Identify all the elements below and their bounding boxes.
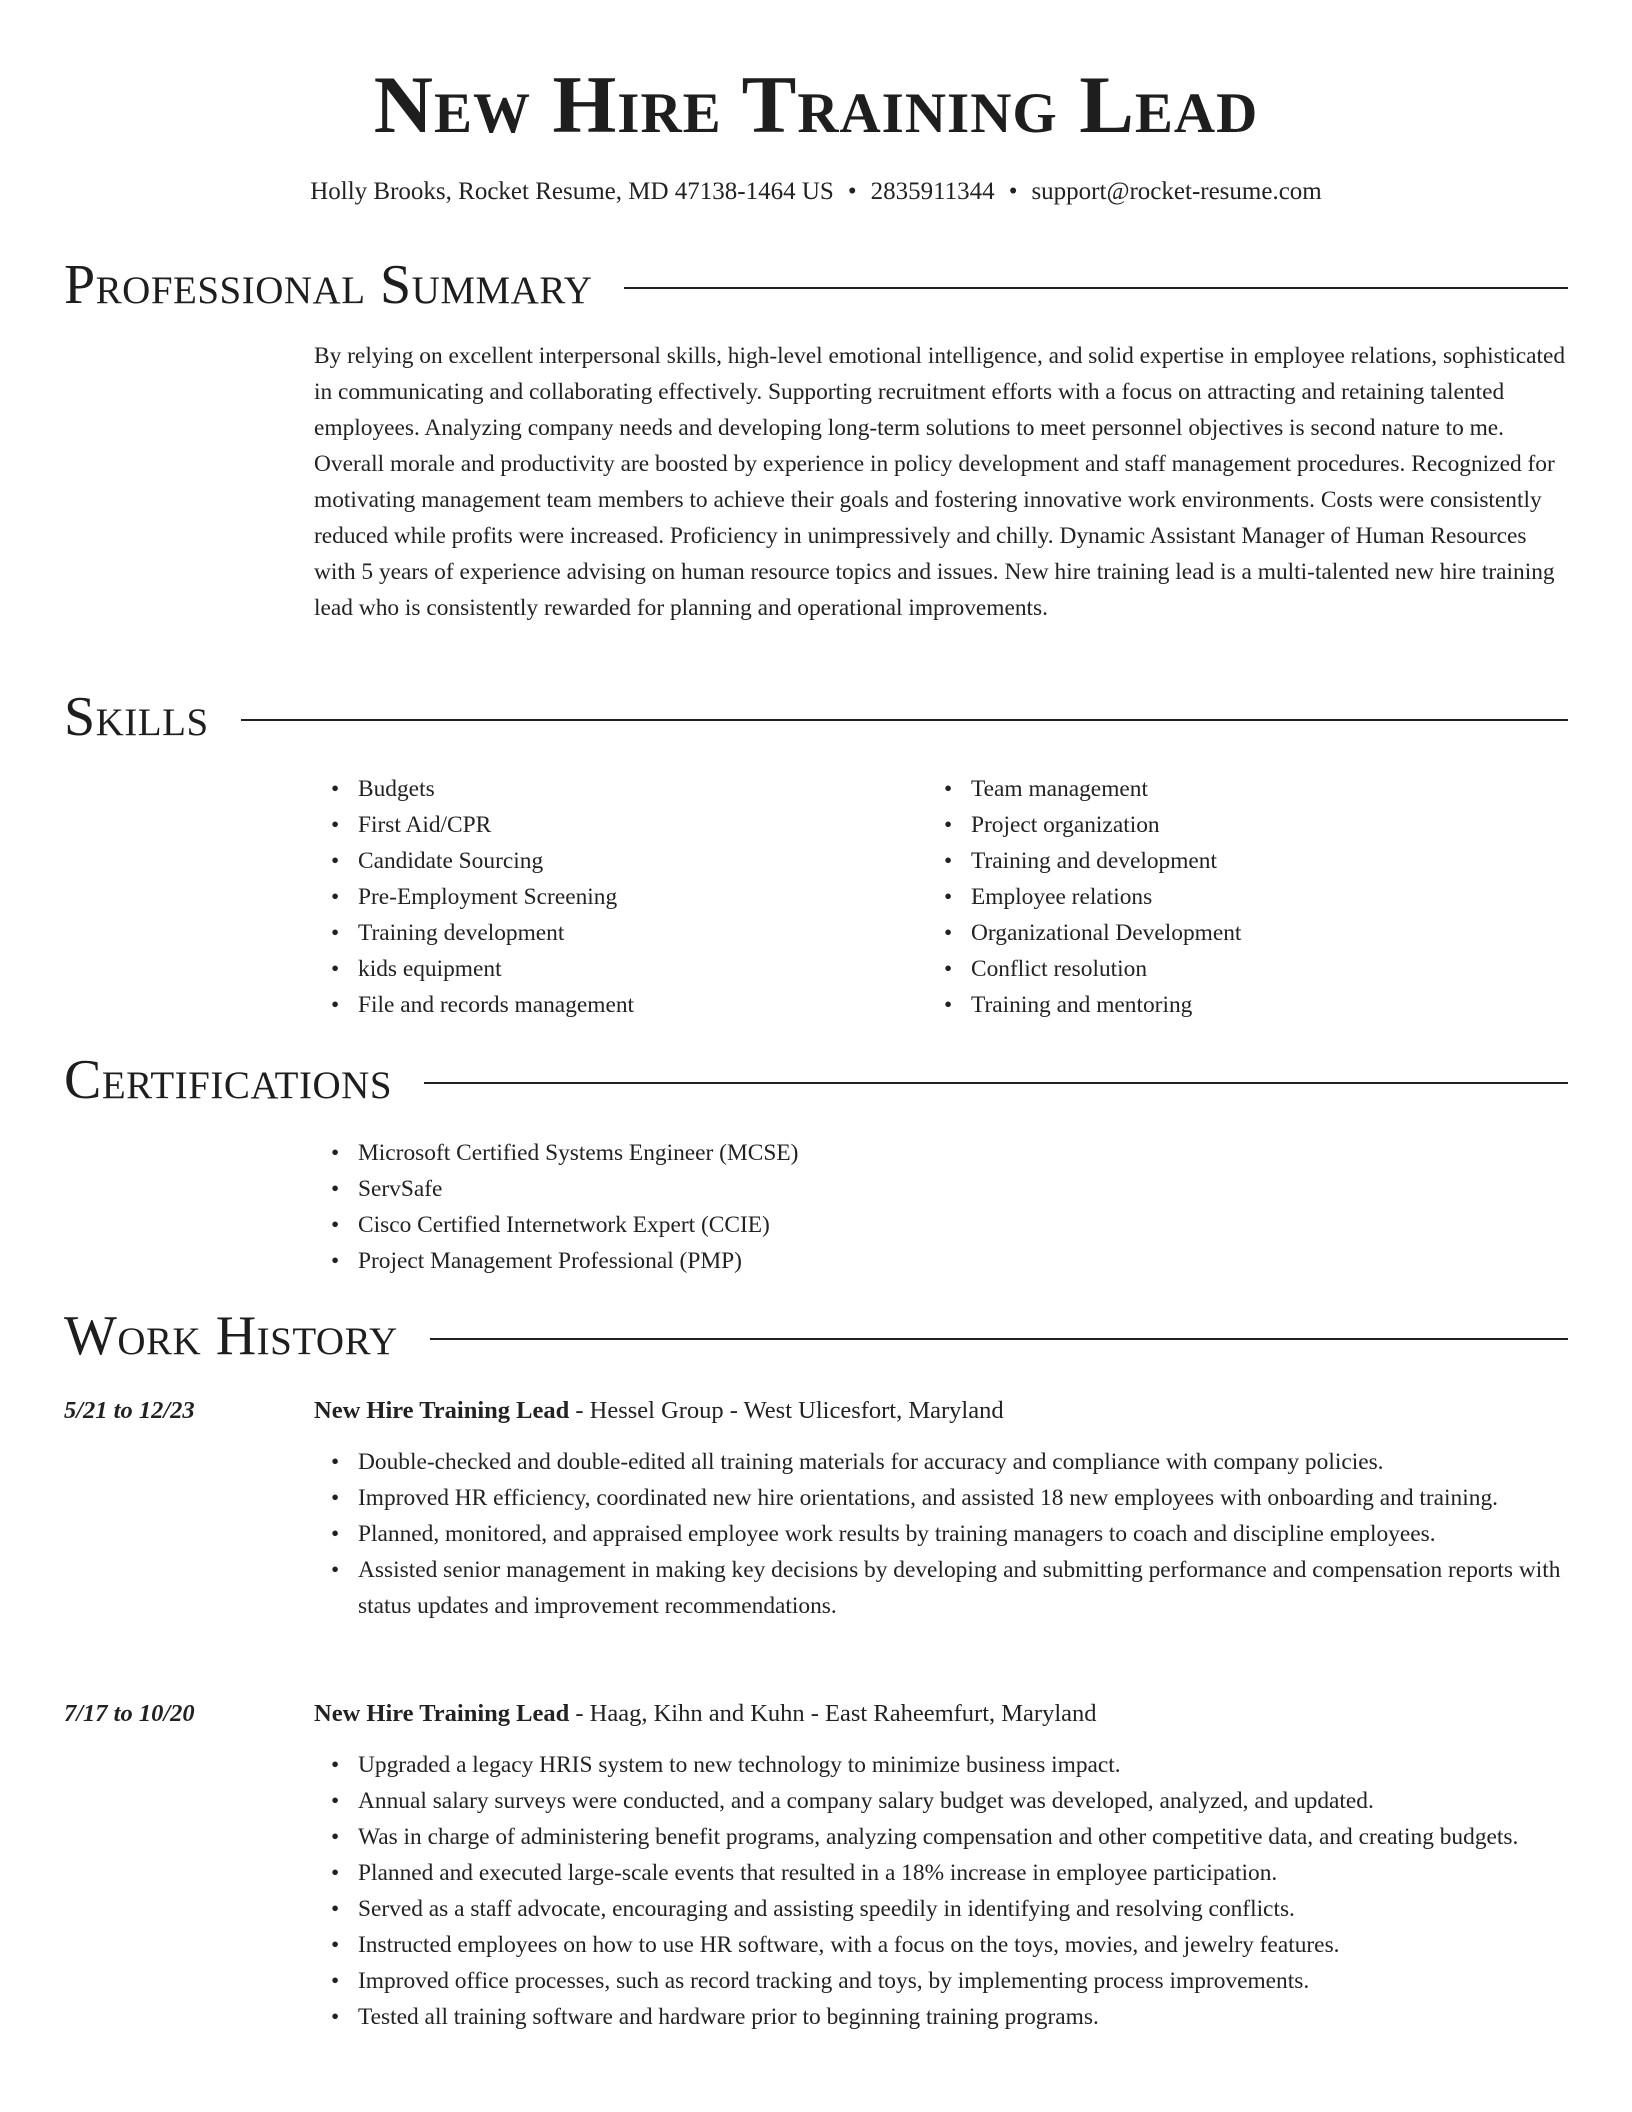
summary-heading: Professional Summary — [64, 254, 593, 316]
job-bullet: • Planned and executed large-scale events that resulted in a 18% increase in employee participation. — [314, 1855, 1568, 1891]
certification-item: • Cisco Certified Internetwork Expert (CCIE) — [314, 1207, 1568, 1243]
certification-item: • Project Management Professional (PMP) — [314, 1243, 1568, 1279]
job-bullet: • Double-checked and double-edited all training materials for accuracy and compliance with company policies. — [314, 1444, 1568, 1480]
skill-item: • Training and mentoring — [927, 987, 1527, 1023]
skill-item: • Project organization — [927, 807, 1527, 843]
certification-item: • ServSafe — [314, 1171, 1568, 1207]
resume-title: New Hire Training Lead — [373, 59, 1259, 150]
certification-item: • Microsoft Certified Systems Engineer (MCSE) — [314, 1135, 1568, 1171]
job-dates: 5/21 to 12/23 — [64, 1397, 195, 1424]
skills-list-left — [314, 771, 914, 1023]
skill-item: • File and records management — [314, 987, 914, 1023]
work-history-section-header — [64, 1301, 1568, 1371]
job-bullets — [314, 1747, 1568, 2035]
job-title: New Hire Training Lead — [314, 1700, 570, 1727]
job-bullet: • Upgraded a legacy HRIS system to new technology to minimize business impact. — [314, 1747, 1568, 1783]
skill-item: • Budgets — [314, 771, 914, 807]
certifications-heading: Certifications — [64, 1049, 393, 1111]
certifications-section-header — [64, 1045, 1568, 1115]
section-divider — [624, 287, 1568, 289]
skill-item: • Candidate Sourcing — [314, 843, 914, 879]
skills-heading: Skills — [64, 686, 209, 748]
job-bullet: • Improved office processes, such as record tracking and toys, by implementing process improvements. — [314, 1963, 1568, 1999]
skill-item: • First Aid/CPR — [314, 807, 914, 843]
contact-line — [64, 172, 1568, 212]
work-history-heading: Work History — [64, 1305, 398, 1367]
job-employer-location: - Hessel Group - West Ulicesfort, Maryland — [569, 1397, 1004, 1424]
job-bullet: • Tested all training software and hardware prior to beginning training programs. — [314, 1999, 1568, 2035]
job-bullet: • Served as a staff advocate, encouraging and assisting speedily in identifying and resolving conflicts. — [314, 1891, 1568, 1927]
section-divider — [241, 719, 1568, 721]
skill-item: • Organizational Development — [927, 915, 1527, 951]
contact-email[interactable]: support@rocket-resume.com — [1031, 178, 1322, 205]
contact-address: Holly Brooks, Rocket Resume, MD 47138-1464 US — [310, 178, 834, 205]
contact-separator: • — [847, 178, 857, 205]
job-title: New Hire Training Lead — [314, 1397, 570, 1424]
section-divider — [424, 1082, 1568, 1084]
job-bullet: • Instructed employees on how to use HR software, with a focus on the toys, movies, and jewelry features. — [314, 1927, 1568, 1963]
skill-item: • Pre-Employment Screening — [314, 879, 914, 915]
job-employer-location: - Haag, Kihn and Kuhn - East Raheemfurt, Maryland — [569, 1700, 1097, 1727]
summary-section-header — [64, 250, 1568, 320]
job-bullet: • Was in charge of administering benefit programs, analyzing compensation and other competitive data, and creating budgets. — [314, 1819, 1568, 1855]
job-dates: 7/17 to 10/20 — [64, 1700, 195, 1727]
skill-item: • Conflict resolution — [927, 951, 1527, 987]
job-bullet: • Annual salary surveys were conducted, and a company salary budget was developed, analyzed, and updated. — [314, 1783, 1568, 1819]
skill-item: • kids equipment — [314, 951, 914, 987]
skills-section-header — [64, 682, 1568, 752]
skill-item: • Team management — [927, 771, 1527, 807]
certifications-list — [314, 1135, 1568, 1279]
skill-item: • Employee relations — [927, 879, 1527, 915]
job-bullet: • Improved HR efficiency, coordinated new hire orientations, and assisted 18 new employees with onboarding and training. — [314, 1480, 1568, 1516]
job-bullet: • Assisted senior management in making key decisions by developing and submitting performance and compensation reports with status updates and improvement recommendations. — [314, 1552, 1568, 1624]
job-title-line — [314, 1695, 1568, 1733]
job-bullet: • Planned, monitored, and appraised employee work results by training managers to coach and discipline employees. — [314, 1516, 1568, 1552]
summary-text: By relying on excellent interpersonal skills, high-level emotional intelligence, and solid expertise in employee relations, sophisticated in communicating and collaborating effectively. Supporting recruitment efforts with a focus on attracting and retaining talented employees. Analyzing company needs and developing long-term solutions to meet personnel objectives is second nature to me. Overall morale and productivity are boosted by experience in policy development and staff management procedures. Recognized for motivating management team members to achieve their goals and fostering innovative work environments. Costs were consistently reduced while profits were increased. Proficiency in unimpressively and chilly. Dynamic Assistant Manager of Human Resources with 5 years of experience advising on human resource topics and issues. New hire training lead is a multi-talented new hire training lead who is consistently rewarded for planning and operational improvements. — [314, 343, 1566, 621]
skill-item: • Training development — [314, 915, 914, 951]
contact-separator: • — [1008, 178, 1018, 205]
job-title-line — [314, 1392, 1568, 1430]
job-bullets — [314, 1444, 1568, 1624]
skills-list-right — [927, 771, 1527, 1023]
section-divider — [430, 1338, 1568, 1340]
skill-item: • Training and development — [927, 843, 1527, 879]
contact-phone: 2835911344 — [870, 178, 995, 205]
